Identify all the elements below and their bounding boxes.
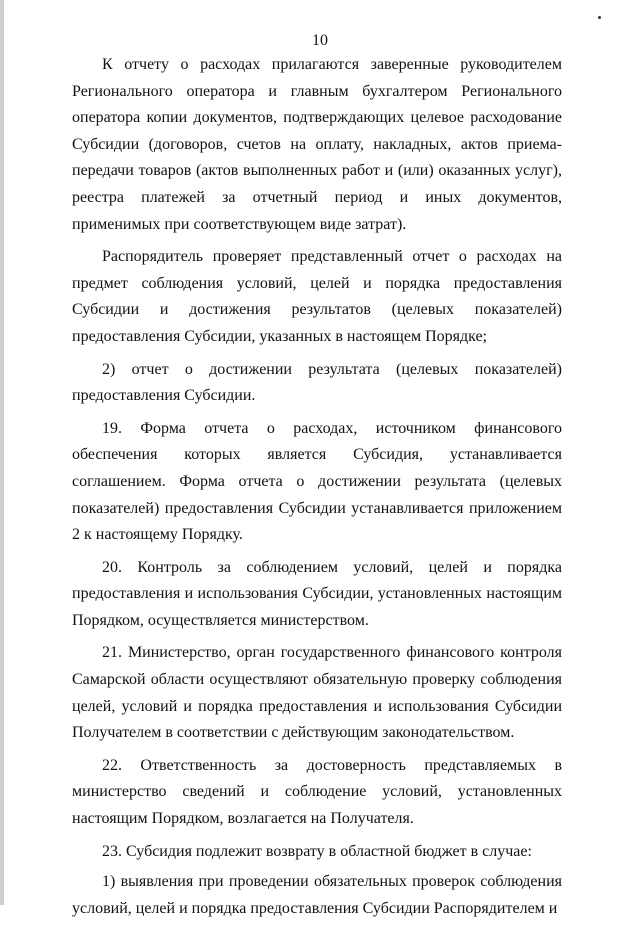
scan-left-edge [0, 0, 4, 905]
page-number: 10 [312, 32, 328, 49]
paragraph-item-23: 23. Субсидия подлежит возврату в областной бюджет в случае: [102, 842, 532, 860]
scan-speck [598, 16, 601, 19]
paragraph-administrator-check: Распорядитель проверяет представленный отчет о расходах на предмет соблюдения условий, целей и порядка предоставления Субсидии и достижения результатов (целевых показателей) предоставления Субсидии, указанных в настоящем Порядке; [72, 248, 562, 345]
paragraph-item-20: 20. Контроль за соблюдением условий, целей и порядка предоставления и использования Субсидии, установленных настоящим Порядком, осуществляется министерством. [72, 558, 562, 629]
paragraph-results-report: 2) отчет о достижении результата (целевых показателей) предоставления Субсидии. [72, 360, 562, 405]
paragraph-report-attachments: К отчету о расходах прилагаются заверенные руководителем Регионального оператора и главным бухгалтером Регионального оператора копии документов, подтверждающих целевое расходование Субсидии (договоров, счетов на оплату, накладных, актов приема-передачи товаров (актов выполненных работ и (или) оказанных услуг), реестра платежей за отчетный период и иных документов, применимых при соответствующем виде затрат). [72, 56, 562, 233]
paragraph-item-21: 21. Министерство, орган государственного финансового контроля Самарской области осуществляют обязательную проверку соблюдения целей, условий и порядка предоставления и использования Субсидии Получателем в соответствии с действующим законодательством. [72, 644, 562, 742]
paragraph-item-19: 19. Форма отчета о расходах, источником финансового обеспечения которых является Субсидия, устанавливается соглашением. Форма отчета о достижении результата (целевых показателей) предоставления Субсидии устанавливается приложением 2 к настоящему Порядку. [72, 419, 562, 544]
document-body [72, 52, 562, 928]
paragraph-item-23-sub-1: 1) выявления при проведении обязательных проверок соблюдения условий, целей и порядка предоставления Субсидии Распорядителем и [72, 873, 562, 917]
paragraph-item-22: 22. Ответственность за достоверность представляемых в министерство сведений и соблюдение условий, установленных настоящим Порядком, возлагается на Получателя. [72, 756, 562, 828]
